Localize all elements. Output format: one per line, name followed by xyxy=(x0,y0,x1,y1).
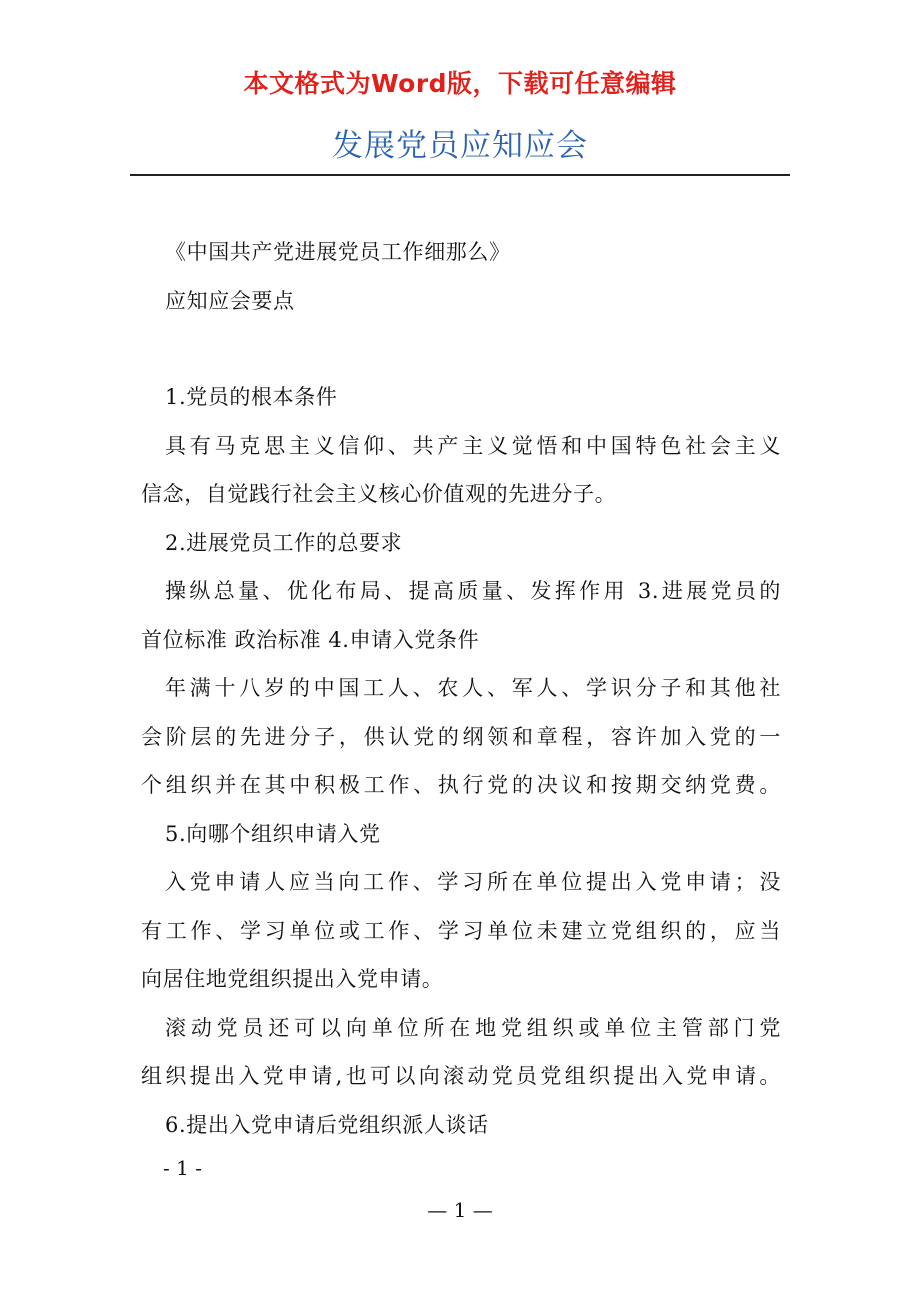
page-number-footer: — 1 — xyxy=(427,1198,493,1222)
paragraph-line: 个组织并在其中积极工作、执行党的决议和按期交纳党费。 xyxy=(141,773,781,797)
paragraph-line: 滚动党员还可以向单位所在地党组织或单位主管部门党 xyxy=(165,1015,781,1040)
blank-line xyxy=(141,325,781,373)
paragraph-line: 信念，自觉践行社会主义核心价值观的先进分子。 xyxy=(141,482,617,506)
paragraph-line: 首位标准 政治标准 4.申请入党条件 xyxy=(141,627,480,652)
paragraph-line: 年满十八岁的中国工人、农人、军人、学识分子和其他社 xyxy=(165,676,781,700)
section-heading: 6.提出入党申请后党组织派人谈话 xyxy=(165,1112,489,1137)
format-notice-banner: 本文格式为Word版，下载可任意编辑 xyxy=(243,69,677,98)
document-body xyxy=(141,228,781,1149)
page-number-inline: - 1 - xyxy=(163,1156,202,1180)
paragraph-line: 有工作、学习单位或工作、学习单位未建立党组织的，应当 xyxy=(141,918,781,943)
title-divider xyxy=(130,174,790,176)
paragraph-line: 组织提出入党申请,也可以向滚动党员党组织提出入党申请。 xyxy=(141,1064,781,1088)
paragraph-line: 向居住地党组织提出入党申请。 xyxy=(141,967,444,991)
paragraph-line: 《中国共产党进展党员工作细那么》 xyxy=(165,240,511,264)
paragraph-line: 会阶层的先进分子，供认党的纲领和章程，容许加入党的一 xyxy=(141,724,781,749)
document-title: 发展党员应知应会 xyxy=(332,128,588,164)
paragraph-line: 操纵总量、优化布局、提高质量、发挥作用 3.进展党员的 xyxy=(165,579,781,603)
section-heading: 5.向哪个组织申请入党 xyxy=(165,821,381,846)
section-heading: 2.进展党员工作的总要求 xyxy=(165,530,403,555)
paragraph-line: 应知应会要点 xyxy=(165,288,295,313)
paragraph-line: 具有马克思主义信仰、共产主义觉悟和中国特色社会主义 xyxy=(165,433,781,458)
paragraph-line: 入党申请人应当向工作、学习所在单位提出入党申请；没 xyxy=(165,870,781,894)
section-heading: 1.党员的根本条件 xyxy=(165,385,338,409)
